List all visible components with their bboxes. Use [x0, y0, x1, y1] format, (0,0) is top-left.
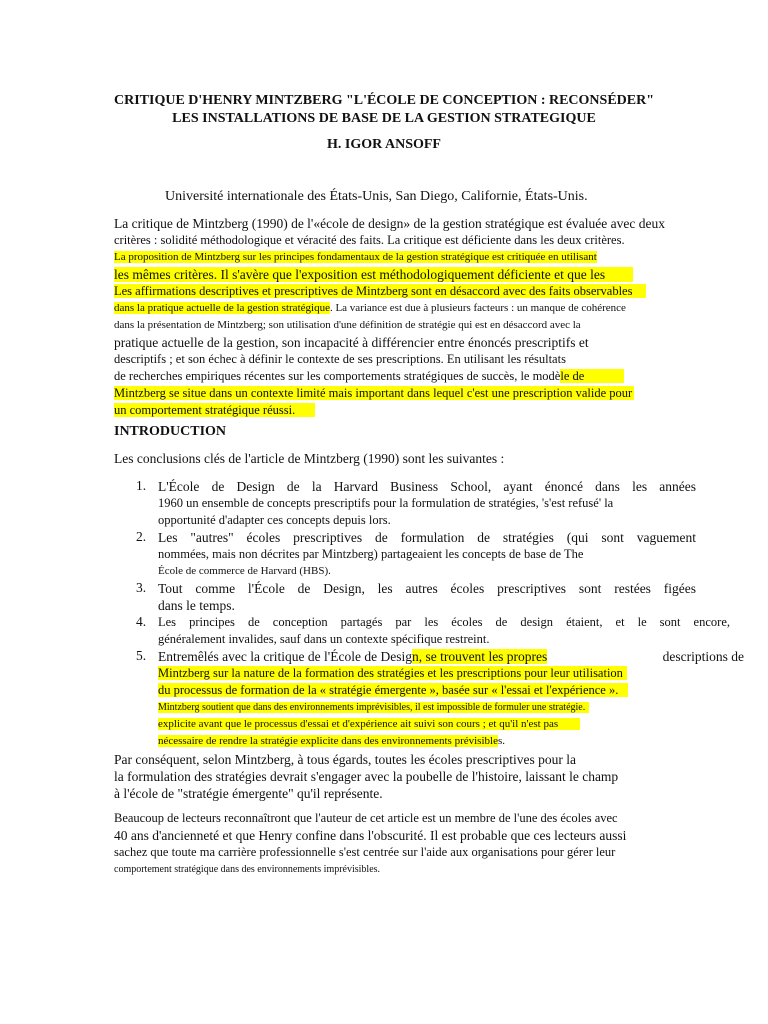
highlight: les mêmes critères. Il s'avère que l'exposition est méthodologiquement déficiente et que les [114, 267, 633, 282]
abstract-text: . La variance est due à plusieurs facteurs : un manque de cohérence [329, 302, 626, 314]
list-line [158, 665, 754, 682]
highlight: dans la pratique actuelle de la gestion stratégique [114, 302, 330, 314]
paragraph-author [114, 810, 674, 878]
paragraph-line: 40 ans d'ancienneté et que Henry confine dans l'obscurité. Il est probable que ces lecteurs aussi [114, 828, 627, 843]
highlight: Mintzberg se situe dans un contexte limité mais important dans lequel c'est une prescription valide pour [114, 386, 633, 400]
title-line-2: LES INSTALLATIONS DE BASE DE LA GESTION STRATEGIQUE [172, 111, 596, 126]
highlight: n, se trouvent les propres [411, 649, 548, 664]
highlight: du processus de formation de la « stratégie émergente », basée sur « l'essai et l'expérience ». [158, 683, 628, 697]
abstract-line [114, 385, 674, 402]
document-title [0, 92, 768, 128]
list-item [114, 614, 754, 648]
abstract-line [114, 368, 674, 385]
title-line-1: CRITIQUE D'HENRY MINTZBERG "L'ÉCOLE DE CONCEPTION : RECONSÉDER" [114, 93, 654, 108]
paragraph-line: Beaucoup de lecteurs reconnaîtront que l'auteur de cet article est un membre de l'une des écoles avec [114, 811, 618, 825]
abstract-line [114, 283, 674, 300]
list-item [114, 648, 754, 750]
paragraph-line: sachez que toute ma carrière professionnelle s'est centrée sur l'aide aux organisations pour gérer leur [114, 845, 616, 859]
highlight: Les affirmations descriptives et prescriptives de Mintzberg sont en désaccord avec des faits observables [114, 284, 646, 298]
abstract-line: critères : solidité méthodologique et véracité des faits. La critique est déficiente dans les deux critères. [114, 233, 625, 247]
paragraph-line: à l'école de "stratégie émergente" qu'il représente. [114, 786, 383, 801]
highlight: nécessaire de rendre la stratégie explicite dans des environnements prévisible [158, 735, 498, 747]
abstract-line [114, 402, 674, 419]
abstract-text: de recherches empiriques récentes sur les comportements stratégiques de succès, le modè [114, 369, 561, 383]
abstract-line: descriptifs ; et son échec à définir le contexte de ses prescriptions. En utilisant les résultats [114, 352, 566, 366]
highlight: Mintzberg soutient que dans des environnements imprévisibles, il est impossible de formuler une stratégie. [158, 702, 589, 713]
highlight: Mintzberg sur la nature de la formation des stratégies et les prescriptions pour leur utilisation [158, 666, 627, 680]
list-line [158, 716, 754, 733]
list-line: École de commerce de Harvard (HBS). [158, 565, 331, 577]
abstract-line: pratique actuelle de la gestion, son incapacité à différencier entre énoncés prescriptifs et [114, 335, 589, 350]
author-name: H. IGOR ANSOFF [327, 137, 441, 152]
affiliation: Université internationale des États-Unis, San Diego, Californie, États-Unis. [165, 189, 588, 204]
numbered-list [114, 478, 754, 750]
list-line: opportunité d'adapter ces concepts depuis lors. [158, 513, 391, 527]
abstract [114, 215, 674, 419]
intro-text: Les conclusions clés de l'article de Mintzberg (1990) sont les suivantes : [114, 451, 505, 466]
list-line: généralement invalides, sauf dans un contexte spécifique restreint. [158, 632, 490, 646]
highlight: un comportement stratégique réussi. [114, 403, 315, 417]
section-heading: INTRODUCTION [114, 424, 227, 439]
list-line: 1960 un ensemble de concepts prescriptifs pour la formulation de stratégies, 's'est refusé' la [158, 496, 614, 510]
highlight: explicite avant que le processus d'essai et d'expérience ait suivi son cours ; et qu'il n'est pas [158, 718, 580, 730]
list-text: descriptions de [662, 649, 744, 664]
list-number: 4. [136, 614, 147, 629]
list-item [114, 478, 754, 529]
paragraph-conclusion [114, 751, 662, 802]
list-text: Entremêlés avec la critique de l'École de Desig [158, 649, 412, 664]
paragraph-line: la formulation des stratégies devrait s'engager avec la poubelle de l'histoire, laissant le champ [114, 769, 619, 784]
list-line: dans le temps. [158, 598, 235, 613]
list-item [114, 529, 754, 580]
highlight: La proposition de Mintzberg sur les principes fondamentaux de la gestion stratégique est critiquée en utilisant [114, 251, 597, 263]
paragraph-line: comportement stratégique dans des environnements imprévisibles. [114, 864, 381, 875]
list-text: s. [497, 735, 505, 747]
list-text [158, 648, 547, 665]
list-line [158, 699, 754, 716]
list-number: 3. [136, 580, 147, 595]
list-item [114, 580, 754, 614]
highlight: le de [560, 369, 624, 383]
list-number: 2. [136, 529, 147, 544]
paragraph-line: Par conséquent, selon Mintzberg, à tous égards, toutes les écoles prescriptives pour la [114, 752, 577, 767]
list-number: 5. [136, 648, 147, 663]
list-line [158, 733, 754, 750]
abstract-line [114, 249, 674, 266]
list-number: 1. [136, 478, 147, 493]
list-line: nommées, mais non décrites par Mintzberg) partageaient les concepts de base de The [158, 547, 584, 561]
list-line: Les principes de conception partagés par les écoles de design étaient, et le sont encore, [158, 615, 730, 629]
abstract-line [114, 300, 674, 317]
abstract-line: dans la présentation de Mintzberg; son utilisation d'une définition de stratégie qui est en désaccord avec la [114, 319, 581, 331]
list-line: L'École de Design de la Harvard Business School, ayant énoncé dans les années [158, 479, 696, 494]
list-line: Les "autres" écoles prescriptives de formulation de stratégies (qui sont vaguement [158, 530, 696, 545]
list-line: Tout comme l'École de Design, les autres écoles prescriptives sont restées figées [158, 581, 696, 596]
list-line [158, 682, 754, 699]
list-line [158, 648, 744, 665]
abstract-line [114, 266, 674, 283]
abstract-line: La critique de Mintzberg (1990) de l'«école de design» de la gestion stratégique est évaluée avec deux [114, 216, 665, 231]
